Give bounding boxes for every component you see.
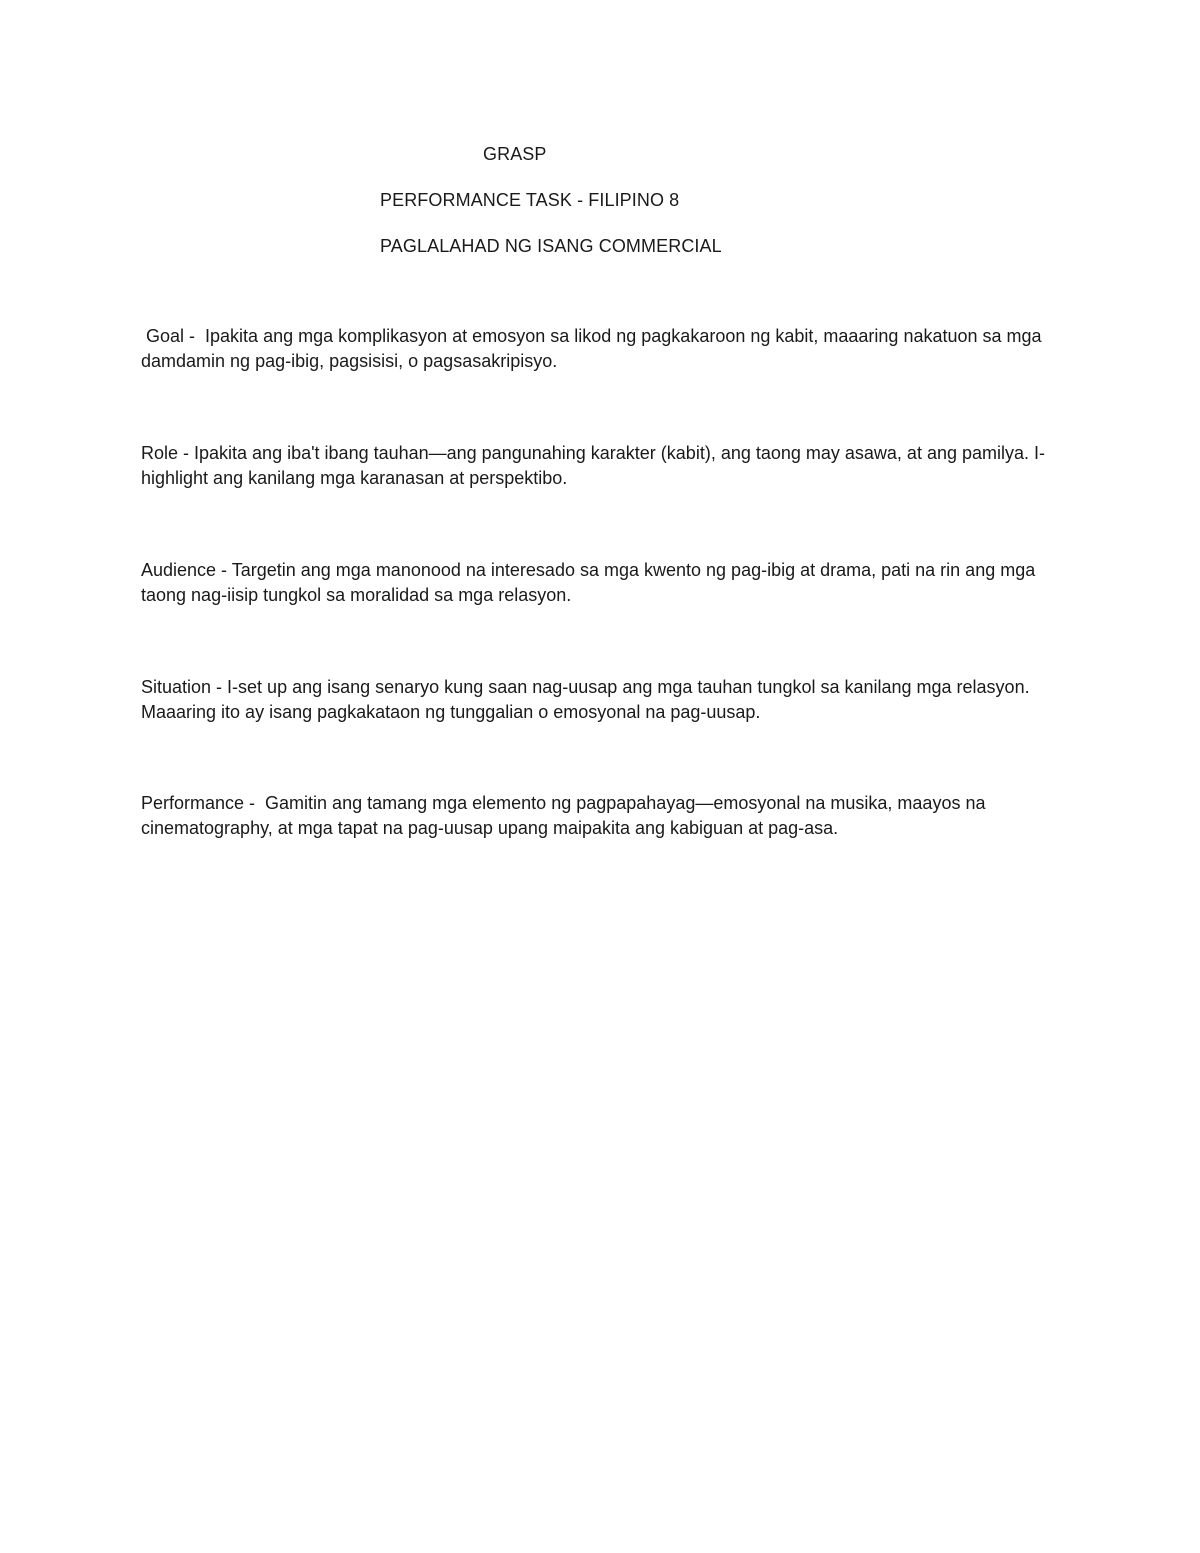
audience-paragraph: Audience - Targetin ang mga manonood na interesado sa mga kwento ng pag-ibig at drama, pati na rin ang mga taong nag-iisip tungkol sa moralidad sa mga relasyon. xyxy=(141,560,1041,605)
goal-paragraph: Goal - Ipakita ang mga komplikasyon at emosyon sa likod ng pagkakaroon ng kabit, maaaring nakatuon sa mga damdamin ng pag-ibig, pagsisisi, o pagsasakripisyo. xyxy=(141,326,1047,371)
role-paragraph: Role - Ipakita ang iba't ibang tauhan—ang pangunahing karakter (kabit), ang taong may asawa, at ang pamilya. I-highlight ang kanilang mga karanasan at perspektibo. xyxy=(141,443,1045,488)
performance-paragraph: Performance - Gamitin ang tamang mga elemento ng pagpapahayag—emosyonal na musika, maayos na cinematography, at mga tapat na pag-uusap upang maipakita ang kabiguan at pag-asa. xyxy=(141,793,991,838)
document-topic: PAGLALAHAD NG ISANG COMMERCIAL xyxy=(380,236,722,256)
situation-paragraph: Situation - I-set up ang isang senaryo kung saan nag-uusap ang mga tauhan tungkol sa kanilang mga relasyon. Maaaring ito ay isang pagkakataon ng tunggalian o emosyonal na pag-uusap. xyxy=(141,677,1035,722)
document-subtitle: PERFORMANCE TASK - FILIPINO 8 xyxy=(380,190,680,210)
document-title: GRASP xyxy=(483,144,547,164)
